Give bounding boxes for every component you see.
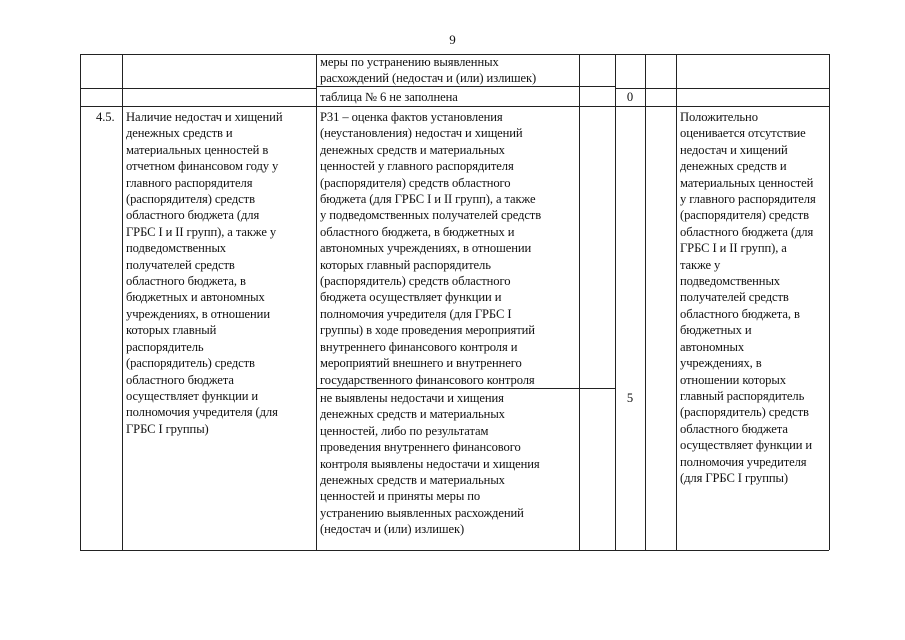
column-divider [122,54,123,550]
row-divider [80,106,829,107]
column-divider [676,54,677,550]
comment-cell: Положительно оценивается отсутствие недостач и хищений денежных средств и материальных ценностей у главного распорядителя (распорядителя) средств областного бюджета (для ГРБС I и II групп), а также у подведомственных получателей средств областного бюджета, в бюджетных и автономных учреждениях, в отношении которых главный распорядитель (распорядитель) средств областного бюджета осуществляет функции и полномочия учредителя (для ГРБС I группы) [680,110,816,485]
formula-cell: таблица № 6 не заполнена [320,90,458,104]
formula-cell: Р31 – оценка фактов установления (неустановления) недостач и хищений денежных средств и материальных ценностей у главного распорядителя (распорядителя) средств областного бюджета (для ГРБС I и II групп), а также у подведомственных получателей средств областного бюджета, в бюджетных и автономных учреждениях, в отношении которых главный распорядитель (распорядитель) средств областного бюджета осуществляет функции и полномочия учредителя (для ГРБС I группы) в ходе проведения мероприятий внутреннего финансового контроля и мероприятий внешнего и внутреннего государственного финансового контроля [320,110,542,387]
page-number: 9 [449,32,456,47]
formula-cell: не выявлены недостачи и хищения денежных средств и материальных ценностей, либо по результатам проведения внутреннего финансового контроля выявлены недостачи и хищения денежных средств и материальных ценностей и приняты меры по устранению выявленных расхождений (недостач и (или) излишек) [320,391,540,537]
column-divider [615,54,616,550]
column-divider [829,54,830,550]
table-bottom-border [80,550,829,551]
column-divider [80,54,81,550]
formula-cell: меры по устранению выявленных расхождений (недостач и (или) излишек) [320,55,537,86]
criterion-name: Наличие недостач и хищений денежных средств и материальных ценностей в отчетном финансовом году у главного распорядителя (распорядителя) средств областного бюджета (для ГРБС I и II групп), а также у подведомственных получателей средств областного бюджета, в бюджетных и автономных учреждениях, в отношении которых главный распорядитель (распорядитель) средств областного бюджета осуществляет функции и полномочия учредителя (для ГРБС I группы) [126,110,283,436]
column-divider [645,54,646,550]
row-divider [615,88,829,89]
column-divider [316,54,317,550]
column-divider [579,54,580,550]
criterion-number: 4.5. [96,110,115,124]
score-cell: 0 [626,90,634,104]
score-cell: 5 [626,391,634,405]
row-divider [316,388,615,389]
row-divider [80,88,316,89]
